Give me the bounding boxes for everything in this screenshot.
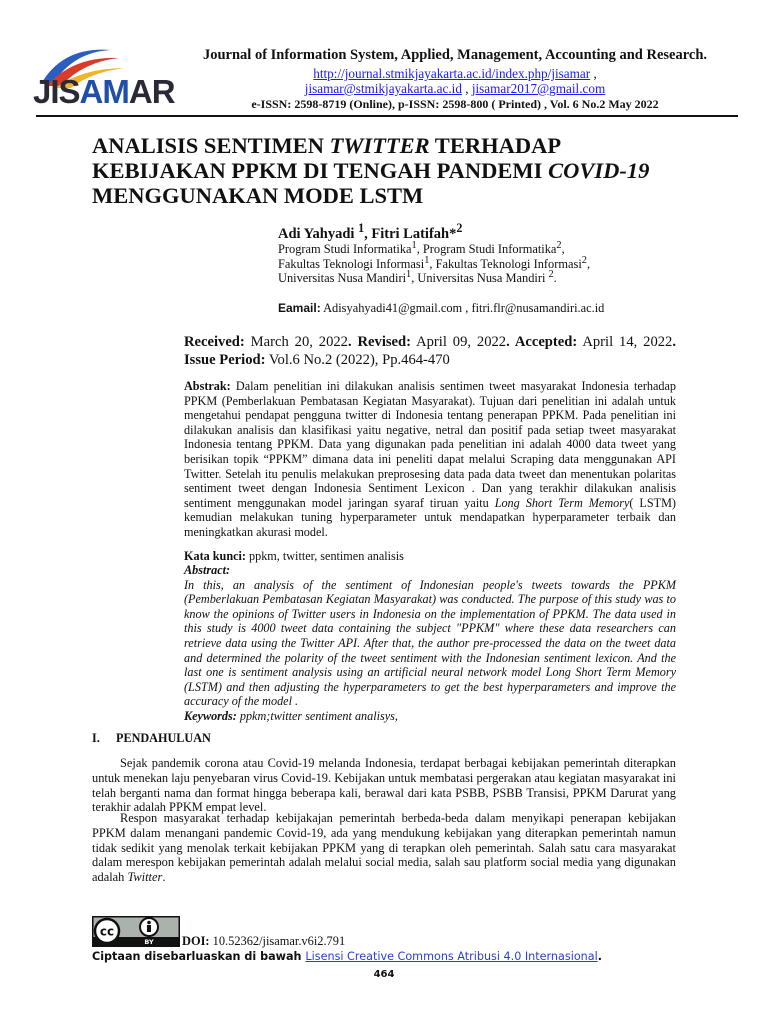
- page-number: 464: [373, 969, 395, 980]
- license-link[interactable]: Lisensi Creative Commons Atribusi 4.0 Internasional: [305, 950, 598, 963]
- keywords-line: Keywords: ppkm;twitter sentiment analisys,: [184, 708, 398, 723]
- journal-url-line: [160, 66, 750, 82]
- title-line-1: ANALISIS SENTIMEN TWITTER TERHADAP: [92, 133, 562, 158]
- article-dates: Received: March 20, 2022. Revised: April 09, 2022. Accepted: April 14, 2022. Issue Period: Vol.6 No.2 (2022), Pp.464-470: [184, 334, 676, 368]
- logo-wordmark: JISAMAR: [33, 73, 175, 110]
- issn-line: e-ISSN: 2598-8719 (Online), p-ISSN: 2598-800 ( Printed) , Vol. 6 No.2 May 2022: [251, 97, 659, 111]
- separator: ,: [461, 81, 472, 96]
- body-paragraph-2: Respon masyarakat terhadap kebijakajan pemerintah berbeda-beda dalam menyikapi penerapan kebijakan PPKM dalam menangani pandemic Covid-19, ada yang mendukung kebijakan yang diterapkan pemerintah namun tidak sedikit yang menolak terkait kebijakan PPKM yang di terapkan oleh pemerintah. Salah satu cara masyarakat dalam merespon kebijakan pemerintah adalah melalui social media, salah sau platform social media yang digunakan adalah Twitter.: [92, 811, 676, 885]
- section-heading: I. PENDAHULUAN: [92, 731, 211, 745]
- journal-email-link-2[interactable]: jisamar2017@gmail.com: [471, 81, 606, 96]
- license-line: Ciptaan disebarluaskan di bawah Lisensi Creative Commons Atribusi 4.0 Internasional.: [92, 950, 602, 963]
- abstract-text: In this, an analysis of the sentiment of Indonesian people's tweets towards the PPKM (Pemberlakuan Pembatasan Kegiatan Masyarakat) was conducted. The purpose of this study was to know the opinions of Twitter users in Indonesia on the implementation of PPKM. The data used in this study is 4000 tweet data containing the subject "PPKM" where these data researchers can retrieve data using the Twitter API. After that, the author pre-processed the data on the tweet data and determined the polarity of the tweet sentiment with the Indonesian sentiment lexicon. And the last one is sentiment analysis using an artificial neural network model Long Short Term Memory (LSTM) and then adjusting the hyperparameters to get the best hyperparameters and improve the accuracy of the model .: [184, 577, 676, 709]
- abstract-label: Abstract:: [184, 563, 231, 577]
- affiliation-program: Program Studi Informatika$^1$, Program Studi Informatika$^2$,: [278, 240, 565, 257]
- paper-title: [92, 133, 692, 208]
- journal-email-link-1[interactable]: jisamar@stmikjayakarta.ac.id: [304, 81, 462, 96]
- journal-url-link[interactable]: http://journal.stmikjayakarta.ac.id/index.php/jisamar: [313, 66, 591, 81]
- doi-line: DOI: 10.52362/jisamar.v6i2.791: [182, 934, 346, 948]
- abstract-english: [184, 563, 676, 724]
- title-line-3: MENGGUNAKAN MODE LSTM: [92, 183, 424, 208]
- separator: ,: [590, 66, 597, 81]
- cc-text: cc: [99, 924, 115, 939]
- affiliation-university: Universitas Nusa Mandiri$^1$, Universitas Nusa Mandiri $^2$.: [278, 269, 557, 286]
- author-emails: Eamail: Adisyahyadi41@gmail.com , fitri.flr@nusamandiri.ac.id: [278, 301, 605, 315]
- cc-by-license-icon[interactable]: [92, 916, 180, 947]
- header-divider: [36, 115, 738, 117]
- body-paragraph-1: Sejak pandemik corona atau Covid-19 melanda Indonesia, terdapat berbagai kebijakan pemerintah diterapkan untuk menekan laju penyebaran virus Covid-19. Kebijakan untuk membatasi pergerakan atau kegiatan masyarakat ini telah berganti nama dan format hingga beberapa kali, berawal dari kata PSBB, PSBB Transisi, PPKM Darurat yang terakhir adalah PPKM empat level.: [92, 756, 676, 815]
- author-names: Adi Yahyadi $^1$, Fitri Latifah*$^2$: [278, 221, 463, 242]
- kata-kunci: Kata kunci: ppkm, twitter, sentimen analisis: [184, 549, 404, 563]
- abstrak-paragraph: Abstrak: Dalam penelitian ini dilakukan analisis sentimen tweet masyarakat Indonesia terhadap PPKM (Pemberlakuan Pembatasan Kegiatan Masyarakat). Tujuan dari penelitian ini adalah untuk mengetahui pendapat pengguna twitter di Indonesia tentang penerapan PPKM. Pada penelitian ini dilakukan analisis dan klasifikasi yaitu negative, netral dan positif pada setiap tweet masyarakat Indonesia tentang PPKM. Data yang digunakan pada penelitian ini adalah 4000 data tweet yang berisikan topik “PPKM” dimana data ini peneliti dapat melalui Scraping data menggunakan API Twitter. Setelah itu penulis melakukan preprosesing data pada data tweet dan menentukan polaritas sentiment tweet dengan Indonesia Sentiment Lexicon . Dan yang terakhir dilakukan analisis sentiment menggunakan model jaringan syaraf tiruan yaitu Long Short Term Memory( LSTM) kemudian melakukan tuning hyperparameter untuk mendapatkan hyperparameter terbaik dan meningkatkan akurasi model.: [184, 379, 676, 539]
- title-line-2: KEBIJAKAN PPKM DI TENGAH PANDEMI COVID-19: [92, 158, 650, 183]
- by-text: BY: [144, 938, 154, 946]
- journal-title: Journal of Information System, Applied, Management, Accounting and Research.: [202, 47, 708, 63]
- journal-email-line: [160, 81, 750, 97]
- affiliation-faculty: Fakultas Teknologi Informasi$^1$, Fakultas Teknologi Informasi$^2$,: [278, 255, 591, 272]
